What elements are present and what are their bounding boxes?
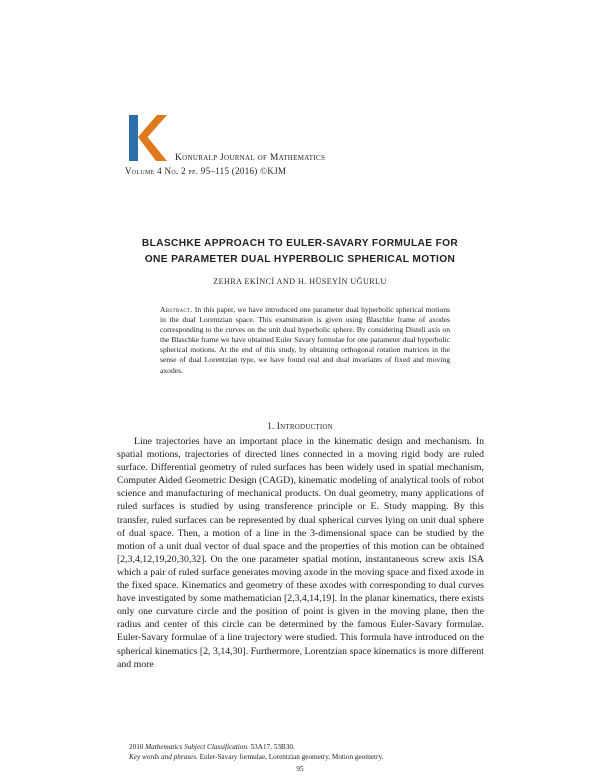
- msc-year: 2010: [129, 743, 144, 751]
- keywords: Euler-Savary formulae, Lorentzian geometry, Motion geometry.: [199, 753, 384, 761]
- journal-name: Konuralp Journal of Mathematics: [175, 153, 326, 163]
- footnotes: [117, 742, 484, 762]
- page-number: 95: [296, 765, 304, 773]
- keywords-label: Key words and phrases.: [129, 753, 198, 761]
- keywords-footnote: [117, 752, 484, 762]
- paper-authors: ZEHRA EKİNCİ AND H. HÜSEYİN UĞURLU: [213, 277, 387, 286]
- msc-label: Mathematics Subject Classification.: [145, 743, 249, 751]
- title-line-2: ONE PARAMETER DUAL HYPERBOLIC SPHERICAL MOTION: [144, 254, 456, 265]
- abstract-label: Abstract.: [160, 305, 193, 314]
- journal-logo: [125, 113, 169, 163]
- section-heading: [100, 421, 500, 432]
- msc-codes: 53A17, 53B30.: [250, 743, 295, 751]
- introduction-paragraph: Line trajectories have an important place in the kinematic design and mechanism. In spatial motions, trajectories of directed lines connected in a moving rigid body are ruled surface. Differential geometry of ruled surfaces has been widely used in spatial mechanism, Computer Aided Geometric Design (CAGD), kinematic modeling of analytical tools of robot science and manufacturing of mechanical products. On dual geometry, many applications of ruled surfaces is studied by using transference principle or E. Study mapping. By this transfer, ruled surfaces can be represented by dual spherical curves lying on unit dual sphere of dual space. Then, a motion of a line in the 3-dimensional space can be studied by the motion of a unit dual vector of dual space and the properties of this motion can be obtained [2,3,4,12,19,20,30,32]. On the one parameter spatial motion, instantaneous screw axis ISA which a pair of ruled surface generates moving axode in the moving space and fixed axode in the fixed space. Kinematics and geometry of these axodes with corresponding to dual curves have investigated by some mathematician [2,3,4,14,19]. In the planar kinematics, there exists only one curvature circle and the position of point is given in the moving plane, then the radius and center of this circle can be determined by the famous Euler-Savary formulae. Euler-Savary formulae of a line trajectory were studied. This formula have introduced on the spherical kinematics [2, 3,14,30]. Furthermore, Lorentzian space kinematics is more different and more: [117, 436, 484, 670]
- section-title: Introduction: [276, 421, 333, 432]
- abstract: [160, 305, 450, 376]
- journal-volume-line: Volume 4 No. 2 pp. 95–115 (2016) ©KJM: [125, 166, 287, 176]
- section-number: 1.: [267, 421, 275, 432]
- title-line-1: BLASCHKE APPROACH TO EULER-SAVARY FORMULAE FOR: [141, 238, 459, 249]
- msc-footnote: [117, 742, 484, 752]
- abstract-text: In this paper, we have introduced one parameter dual hyperbolic spherical motions in the dual Lorentzian space. This examination is given using Blaschke frame of axodes corresponding to the curves on the unit dual hyperbolic sphere. By considering Disteli axis on the Blaschke frame we have obtained Euler Savary formulae for one parameter dual hyperbolic spherical motions. At the end of this study, by obtaining orthogonal rotation matrices in the sense of dual Lorentzian type, we have found real and dual invariants of fixed and moving axodes.: [160, 305, 450, 375]
- paper-title: [100, 236, 500, 268]
